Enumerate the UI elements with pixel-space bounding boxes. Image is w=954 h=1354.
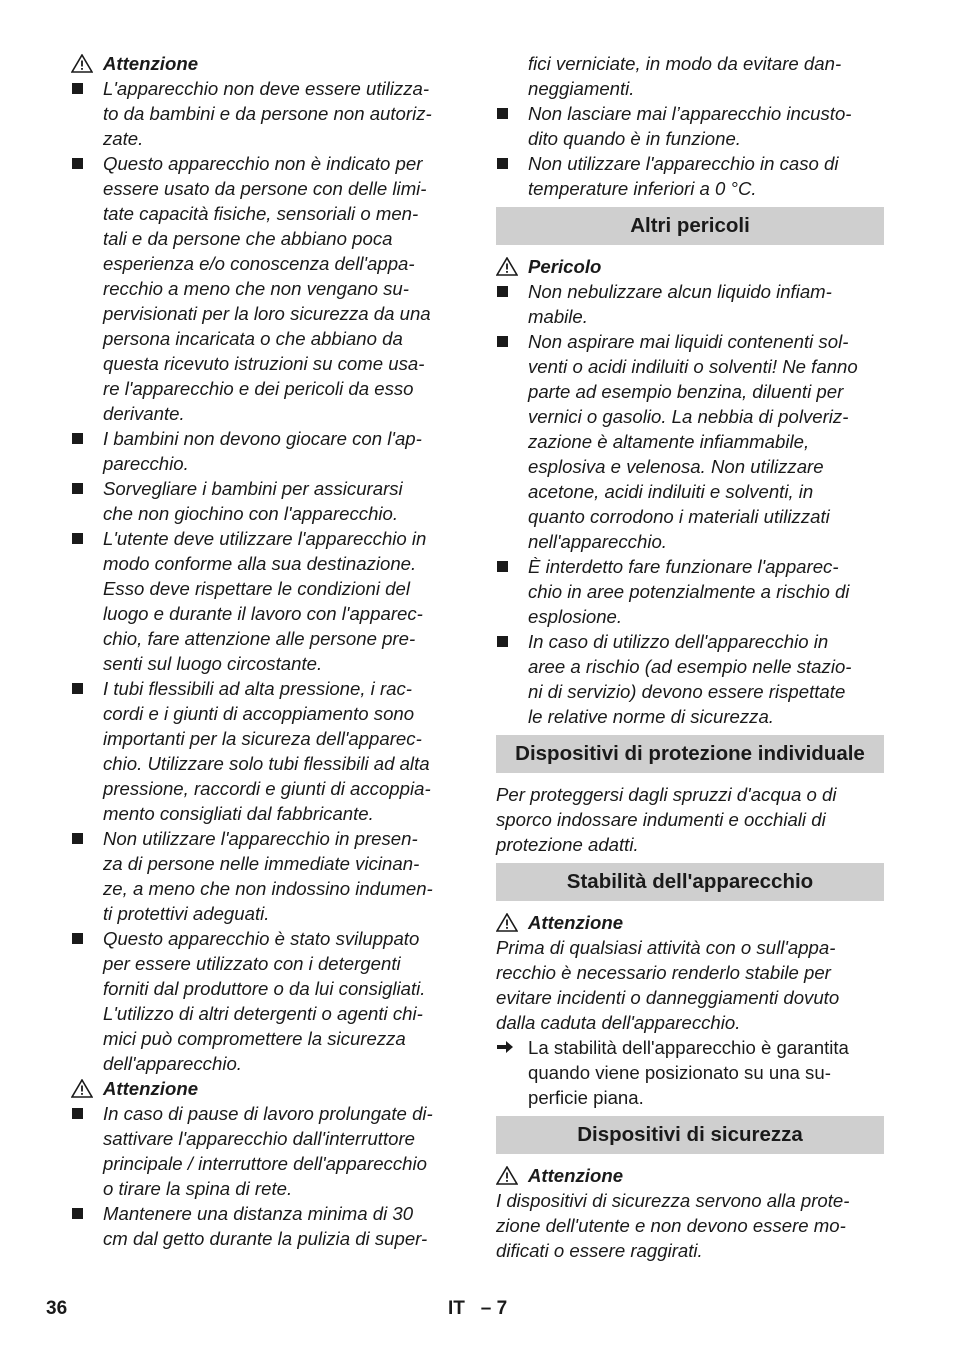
text-line: to da bambini e da persone non autoriz- [103, 103, 432, 124]
warning-heading: Attenzione [496, 910, 884, 935]
text-line: principale / interruttore dell'apparecchio [103, 1153, 427, 1174]
text-line: dificati o essere raggirati. [496, 1240, 703, 1261]
text-line: I tubi flessibili ad alta pressione, i rac- [103, 678, 413, 699]
bullet-text [528, 329, 884, 554]
warning-heading: Attenzione [496, 1163, 884, 1188]
bullet-item [496, 101, 884, 151]
text-line: zazione è altamente infiammabile, [528, 431, 810, 452]
text-line: I dispositivi di sicurezza servono alla prote- [496, 1190, 850, 1211]
text-line: importanti per la sicureza dell'apparec- [103, 728, 422, 749]
text-line: Non nebulizzare alcun liquido infiam- [528, 281, 832, 302]
bullet-item [71, 926, 463, 1076]
square-bullet-icon [497, 108, 508, 119]
text-line: dalla caduta dell'apparecchio. [496, 1012, 741, 1033]
text-line: perficie piana. [528, 1087, 644, 1108]
text-line: neggiamenti. [528, 78, 635, 99]
text-line: le relative norme di sicurezza. [528, 706, 774, 727]
text-line: Non aspirare mai liquidi contenenti sol- [528, 331, 849, 352]
text-line: recchio a meno che non vengano su- [103, 278, 409, 299]
text-line: derivante. [103, 403, 185, 424]
text-line: che non giochino con l'apparecchio. [103, 503, 399, 524]
text-line: In caso di pause di lavoro prolungate di- [103, 1103, 433, 1124]
text-line: ti protettivi adeguati. [103, 903, 270, 924]
warning-heading: Attenzione [71, 1076, 463, 1101]
bullet-text [528, 554, 884, 629]
text-line: ze, a meno che non indossino indumen- [103, 878, 433, 899]
warning-triangle-icon [496, 1166, 518, 1185]
square-bullet-icon [497, 561, 508, 572]
text-line: temperature inferiori a 0 °C. [528, 178, 757, 199]
dpi-text [496, 782, 884, 857]
bullet-item [71, 1101, 463, 1201]
text-line: ni di servizio) devono essere rispettate [528, 681, 846, 702]
text-line: Non utilizzare l'apparecchio in caso di [528, 153, 839, 174]
text-line: sattivare l'apparecchio dall'interruttore [103, 1128, 415, 1149]
bullet-text [528, 101, 884, 151]
result-arrow-item [496, 1035, 884, 1110]
text-line: senti sul luogo circostante. [103, 653, 323, 674]
bullet-text [103, 676, 463, 826]
text-line: Esso deve rispettare le condizioni del [103, 578, 410, 599]
bullet-text [103, 1101, 463, 1201]
text-line: chio, fare attenzione alle persone pre- [103, 628, 416, 649]
text-line: zione dell'utente e non devono essere mo- [496, 1215, 846, 1236]
bullet-item [71, 676, 463, 826]
text-line: mici può compromettere la sicurezza [103, 1028, 406, 1049]
bullet-text [103, 526, 463, 676]
bullet-item [496, 629, 884, 729]
text-line: pressione, raccordi e giunti di accoppia- [103, 778, 431, 799]
text-line: quando viene posizionato su una su- [528, 1062, 831, 1083]
bullet-item [71, 476, 463, 526]
section-heading-altri-pericoli: Altri pericoli [496, 207, 884, 245]
text-line: esplosiva e velenosa. Non utilizzare [528, 456, 824, 477]
text-line: dell'apparecchio. [103, 1053, 242, 1074]
square-bullet-icon [497, 286, 508, 297]
bullet-text [103, 1201, 463, 1251]
bullet-item [496, 554, 884, 629]
text-line: protezione adatti. [496, 834, 639, 855]
text-line: chio. Utilizzare solo tubi flessibili ad alta [103, 753, 430, 774]
warning-triangle-icon [71, 1079, 93, 1098]
bullet-text [528, 279, 884, 329]
language-page-label: IT – 7 [448, 1298, 508, 1319]
bullet-text [528, 629, 884, 729]
text-line: Non utilizzare l'apparecchio in presen- [103, 828, 418, 849]
text-line: Per proteggersi dagli spruzzi d'acqua o di [496, 784, 837, 805]
bullet-item [71, 426, 463, 476]
page-number: 36 [46, 1298, 68, 1319]
danger-heading: Pericolo [496, 254, 884, 279]
text-line: Mantenere una distanza minima di 30 [103, 1203, 414, 1224]
text-line: cordi e i giunti di accoppiamento sono [103, 703, 415, 724]
right-bullet-list [496, 101, 884, 201]
text-line: essere usato da persone con delle limi- [103, 178, 427, 199]
square-bullet-icon [497, 336, 508, 347]
square-bullet-icon [497, 636, 508, 647]
section-heading-stabilita: Stabilità dell'apparecchio [496, 863, 884, 901]
warning-triangle-icon [496, 257, 518, 276]
text-line: È interdetto fare funzionare l'apparec- [528, 556, 839, 577]
text-line: questa ricevuto istruzioni su come usa- [103, 353, 425, 374]
text-line: mabile. [528, 306, 588, 327]
text-line: quanto corrodono i materiali utilizzati [528, 506, 830, 527]
text-line: venti o acidi indiluiti o solventi! Ne fanno [528, 356, 858, 377]
bullet-item [71, 76, 463, 151]
text-line: La stabilità dell'apparecchio è garantita [528, 1037, 849, 1058]
text-line: modo conforme alla sua destinazione. [103, 553, 417, 574]
left-bullet-list [71, 76, 463, 1076]
square-bullet-icon [72, 933, 83, 944]
text-line: pervisionati per la loro sicurezza da una [103, 303, 431, 324]
square-bullet-icon [72, 1108, 83, 1119]
warning-triangle-icon [71, 54, 93, 73]
square-bullet-icon [72, 833, 83, 844]
text-line: I bambini non devono giocare con l'ap- [103, 428, 422, 449]
text-line: nell'apparecchio. [528, 531, 667, 552]
right-column [496, 51, 884, 1263]
left-column [71, 51, 463, 1251]
square-bullet-icon [72, 483, 83, 494]
section-heading-dpi: Dispositivi di protezione individuale [496, 735, 884, 773]
section-heading-sicurezza: Dispositivi di sicurezza [496, 1116, 884, 1154]
arrow-item-text [528, 1035, 884, 1110]
text-line: evitare incidenti o danneggiamenti dovuto [496, 987, 840, 1008]
bullet-item [496, 329, 884, 554]
bullet-text [103, 426, 463, 476]
text-line: sporco indossare indumenti e occhiali di [496, 809, 826, 830]
text-line: L'utilizzo di altri detergenti o agenti chi- [103, 1003, 423, 1024]
square-bullet-icon [72, 158, 83, 169]
text-line: Prima di qualsiasi attività con o sull'appa- [496, 937, 836, 958]
text-line: recchio è necessario renderlo stabile per [496, 962, 831, 983]
square-bullet-icon [72, 1208, 83, 1219]
text-line: Sorvegliare i bambini per assicurarsi [103, 478, 403, 499]
text-line: L'apparecchio non deve essere utilizza- [103, 78, 430, 99]
bullet-text [103, 926, 463, 1076]
text-line: za di persone nelle immediate vicinan- [103, 853, 420, 874]
text-line: aree a rischio (ad esempio nelle stazio- [528, 656, 852, 677]
text-line: cm dal getto durante la pulizia di super- [103, 1228, 428, 1249]
text-line: Non lasciare mai l’apparecchio incusto- [528, 103, 852, 124]
text-line: Questo apparecchio non è indicato per [103, 153, 423, 174]
text-line: persona incaricata o che abbiano da [103, 328, 403, 349]
sicurezza-text [496, 1188, 884, 1263]
stabilita-text [496, 935, 884, 1035]
text-line: parte ad esempio benzina, diluenti per [528, 381, 844, 402]
bullet-item [71, 151, 463, 426]
square-bullet-icon [72, 533, 83, 544]
left-bullet-list-2 [71, 1101, 463, 1251]
text-line: luogo e durante il lavoro con l'apparec- [103, 603, 423, 624]
text-line: per essere utilizzato con i detergenti [103, 953, 401, 974]
square-bullet-icon [72, 433, 83, 444]
text-line: forniti dal produttore o da lui consigliati. [103, 978, 426, 999]
warning-triangle-icon [496, 913, 518, 932]
bullet-item [496, 151, 884, 201]
square-bullet-icon [72, 683, 83, 694]
text-line: mento consigliati dal fabbricante. [103, 803, 374, 824]
text-line: parecchio. [103, 453, 189, 474]
square-bullet-icon [72, 83, 83, 94]
text-line: tate capacità fisiche, sensoriali o men- [103, 203, 419, 224]
text-line: esperienza e/o conoscenza dell'appa- [103, 253, 415, 274]
bullet-item [496, 279, 884, 329]
bullet-text [103, 826, 463, 926]
text-line: vernici o gasolio. La nebbia di polveriz- [528, 406, 849, 427]
text-line: esplosione. [528, 606, 623, 627]
text-line: fici verniciate, in modo da evitare dan- [528, 53, 842, 74]
bullet-item [71, 1201, 463, 1251]
bullet-text [103, 76, 463, 151]
bullet-item [71, 526, 463, 676]
text-line: re l'apparecchio e dei pericoli da esso [103, 378, 414, 399]
arrow-right-icon [496, 1040, 514, 1054]
text-line: dito quando è in funzione. [528, 128, 741, 149]
warning-heading: Attenzione [71, 51, 463, 76]
text-line: L'utente deve utilizzare l'apparecchio in [103, 528, 427, 549]
text-line: o tirare la spina di rete. [103, 1178, 293, 1199]
square-bullet-icon [497, 158, 508, 169]
continuation-text [496, 51, 884, 101]
danger-bullet-list [496, 279, 884, 729]
bullet-text [103, 476, 463, 526]
text-line: tali e da persone che abbiano poca [103, 228, 393, 249]
bullet-text [528, 151, 884, 201]
text-line: acetone, acidi indiluiti e solventi, in [528, 481, 814, 502]
bullet-text [103, 151, 463, 426]
text-line: zate. [103, 128, 144, 149]
text-line: chio in aree potenzialmente a rischio di [528, 581, 850, 602]
text-line: In caso di utilizzo dell'apparecchio in [528, 631, 829, 652]
text-line: Questo apparecchio è stato sviluppato [103, 928, 420, 949]
bullet-item [71, 826, 463, 926]
